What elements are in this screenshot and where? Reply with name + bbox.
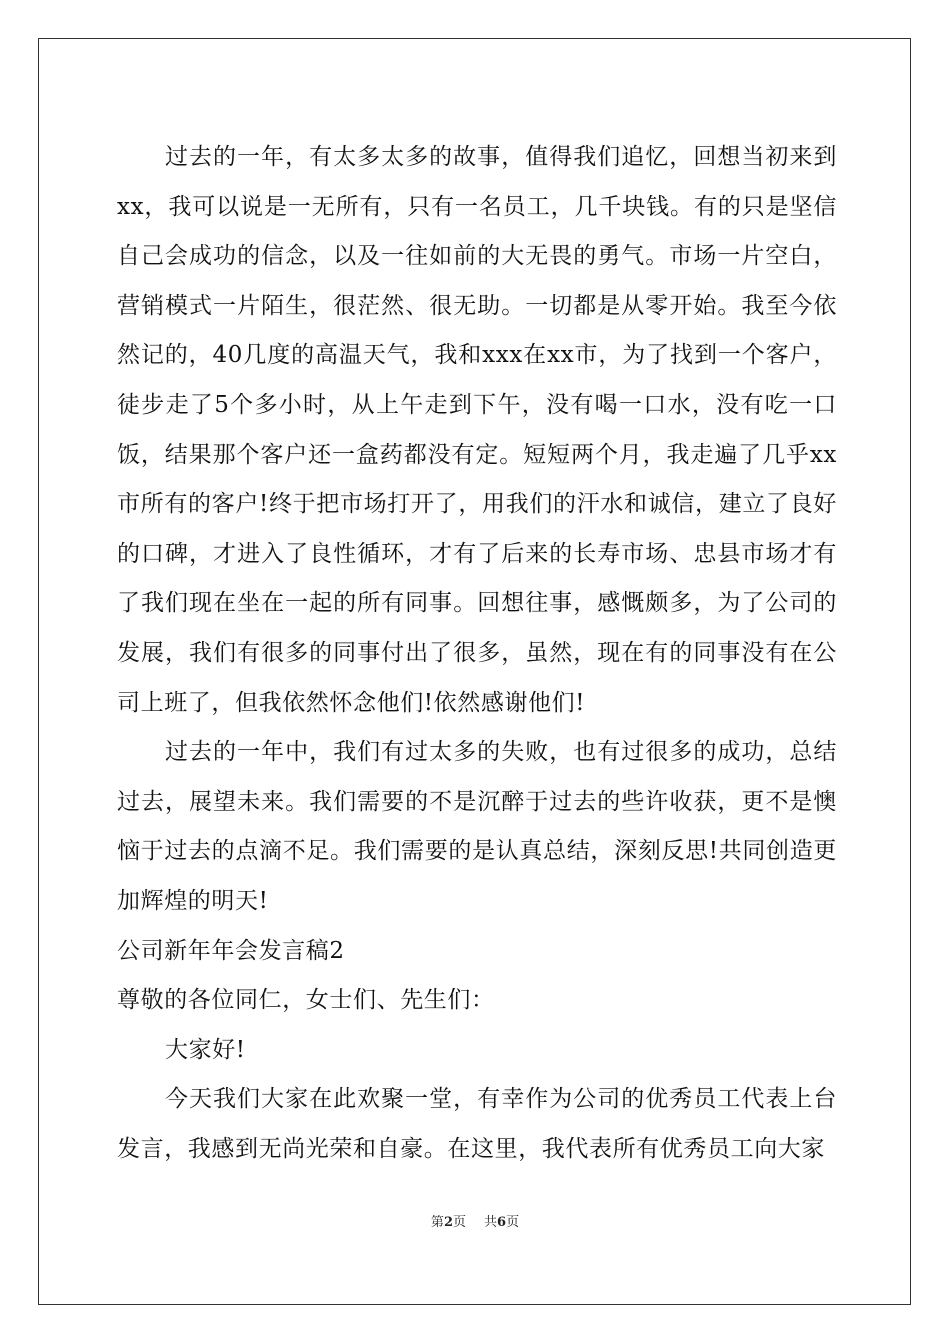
- page-prefix: 第: [430, 1215, 444, 1230]
- section-title: 公司新年年会发言稿2: [117, 937, 345, 964]
- total-pages: 6: [497, 1215, 507, 1230]
- paragraph-summary: 过去的一年中，我们有过太多的失败，也有过很多的成功，总结过去，展望未来。我们需要的不是沉醉于过去的些许收获，更不是懊恼于过去的点滴不足。我们需要的是认真总结，深刻反思!共同创造更加辉煌的明天!: [117, 739, 837, 914]
- total-suffix: 页: [506, 1215, 520, 1230]
- page-footer: [0, 1211, 950, 1230]
- page-number: 2: [443, 1215, 453, 1230]
- document-page: [38, 38, 911, 1305]
- paragraph-opening: 今天我们大家在此欢聚一堂，有幸作为公司的优秀员工代表上台发言，我感到无尚光荣和自豪。在这里，我代表所有优秀员工向大家: [117, 1086, 837, 1162]
- total-prefix: 共: [484, 1215, 498, 1230]
- page-suffix: 页: [452, 1215, 466, 1230]
- greeting: 大家好!: [165, 1036, 246, 1063]
- salutation: 尊敬的各位同仁，女士们、先生们：: [117, 987, 495, 1014]
- paragraph-reflection: 过去的一年，有太多太多的故事，值得我们追忆，回想当初来到xx，我可以说是一无所有，只有一名员工，几千块钱。有的只是坚信自己会成功的信念，以及一往如前的大无畏的勇气。市场一片空白，营销模式一片陌生，很茫然、很无助。一切都是从零开始。我至今依然记的，40几度的高温天气，我和xxx在xx市，为了找到一个客户，徒步走了5个多小时，从上午走到下午，没有喝一口水，没有吃一口饭，结果那个客户还一盒药都没有定。短短两个月，我走遍了几乎xx市所有的客户!终于把市场打开了，用我们的汗水和诚信，建立了良好的口碑，才进入了良性循环，才有了后来的长寿市场、忠县市场才有了我们现在坐在一起的所有同事。回想往事，感慨颇多，为了公司的发展，我们有很多的同事付出了很多，虽然，现在有的同事没有在公司上班了，但我依然怀念他们!依然感谢他们!: [117, 144, 837, 716]
- document-body: [117, 133, 837, 1174]
